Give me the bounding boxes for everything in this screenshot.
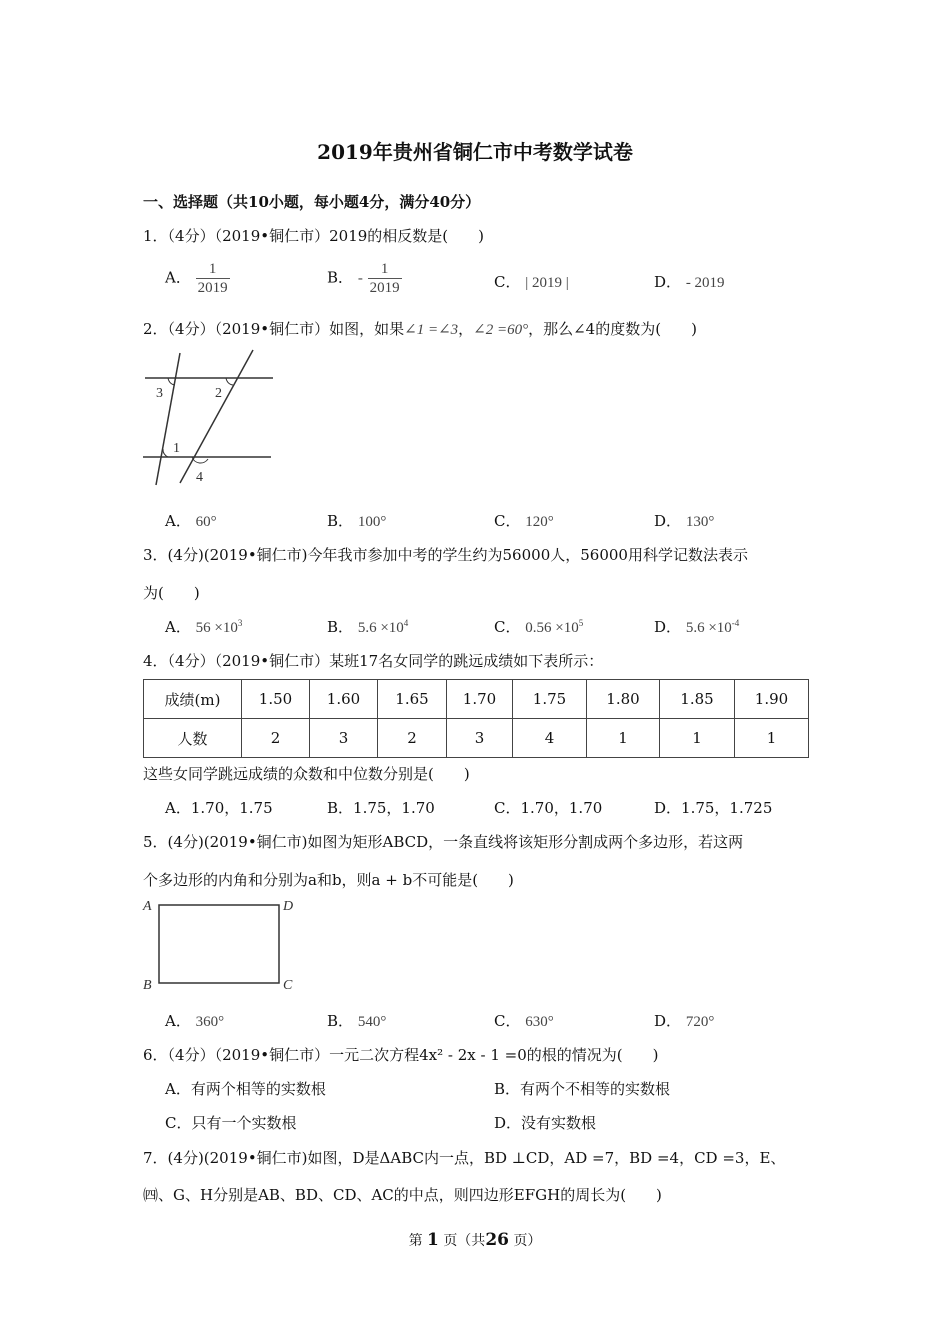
page-footer [0,1230,950,1250]
option-value: 130° [685,514,715,530]
option-value: 100° [357,514,387,530]
option-label: B． [327,799,354,817]
option-value: | 2019 | [525,275,569,291]
option-label: B． [327,1012,354,1030]
q6-option-b[interactable] [494,1078,670,1099]
angle-label: 2 [215,386,222,401]
table-cell: 3 [310,719,378,758]
separator: ， [458,320,474,338]
q2-option-b[interactable] [327,510,386,531]
q6-option-a[interactable] [165,1078,326,1099]
table-row-header: 成绩(m) [144,680,242,719]
option-value: 56 ×10 [195,620,238,636]
option-label: A． [165,512,191,530]
question-7-stem-cont: ㈣、G、H分别是AB、BD、CD、AC的中点，则四边形EFGH的周长为( ) [143,1186,662,1204]
rectangle [159,905,279,983]
q4-option-c[interactable] [494,797,602,818]
denominator: 2019 [369,280,400,296]
q2-option-c[interactable] [494,510,554,531]
option-value: 630° [525,1014,554,1030]
angle-1-arc [163,449,168,457]
option-label: C． [494,512,521,530]
option-value: 没有实数根 [521,1114,597,1132]
question-4-followup: 这些女同学跳远成绩的众数和中位数分别是( ) [143,765,470,783]
q2-option-a[interactable] [165,510,217,531]
question-6-stem: 6．（4分）（2019•铜仁市）一元二次方程4x² - 2x - 1 =0的根的情况为( ) [143,1046,659,1064]
table-cell: 1.70 [447,680,513,719]
vertex-label: C [283,978,293,993]
exponent: -4 [731,618,740,628]
q3-option-a[interactable] [165,616,242,637]
table-cell: 3 [447,719,513,758]
q1-option-b[interactable] [327,260,402,297]
question-2-stem [143,318,697,339]
option-label: C． [494,273,521,291]
option-value: 1.75，1.70 [353,799,435,817]
footer-suffix: 页） [513,1233,542,1249]
fraction [368,260,402,297]
condition-2: ∠2 =60° [473,322,529,338]
q1-option-c[interactable] [494,271,569,292]
option-value: 120° [525,514,554,530]
question-5-stem: 5．(4分)(2019•铜仁市)如图为矩形ABCD，一条直线将该矩形分割成两个多边形，若这两 [143,833,744,851]
angle-label: 3 [156,386,163,401]
q4-option-b[interactable] [327,797,435,818]
option-label: C． [494,1012,521,1030]
total-pages: 26 [485,1230,509,1250]
minus-sign: - [357,270,363,287]
q6-option-d[interactable] [494,1112,596,1133]
question-1-stem: 1．（4分）（2019•铜仁市）2019的相反数是( ) [143,227,484,245]
option-value: 1.70，1.70 [520,799,603,817]
question-4-stem: 4．（4分）（2019•铜仁市）某班17名女同学的跳远成绩如下表所示： [143,652,604,670]
option-value: 720° [685,1014,715,1030]
option-value: 有两个不相等的实数根 [520,1080,671,1098]
option-value: 5.6 ×10 [685,620,732,636]
option-label: B． [327,512,354,530]
footer-middle: 页（共 [443,1233,486,1249]
current-page-number: 1 [427,1230,439,1250]
angle-2-arc [226,378,233,385]
q1-option-d[interactable] [654,271,725,292]
q5-option-d[interactable] [654,1010,714,1031]
vertex-label: A [143,899,152,914]
left-transversal [156,353,180,485]
question-3-stem-cont: 为( ) [143,584,200,602]
table-cell: 2 [378,719,447,758]
q4-option-a[interactable] [165,797,273,818]
option-value: 360° [195,1014,225,1030]
table-cell: 1 [660,719,735,758]
option-label: D． [654,618,682,636]
q4-option-d[interactable] [654,797,772,818]
q5-option-c[interactable] [494,1010,554,1031]
q3-option-c[interactable] [494,616,583,637]
table-cell: 4 [513,719,587,758]
table-cell: 1 [587,719,660,758]
option-value: 0.56 ×10 [525,620,579,636]
option-label: A． [165,1080,191,1098]
table-cell: 1.85 [660,680,735,719]
stem-text: 2．（4分）（2019•铜仁市）如图，如果 [143,320,405,338]
table-cell: 1.80 [587,680,660,719]
option-label: C． [494,799,521,817]
q5-option-b[interactable] [327,1010,386,1031]
vertex-label: D [283,899,294,914]
option-label: D． [654,273,682,291]
table-cell: 1.60 [310,680,378,719]
option-label: B． [494,1080,521,1098]
q3-option-d[interactable] [654,616,739,637]
q3-option-b[interactable] [327,616,408,637]
option-label: D． [494,1114,522,1132]
vertex-label: B [143,978,152,993]
option-label: D． [654,799,682,817]
exponent: 3 [237,618,243,628]
option-value: 5.6 ×10 [357,620,404,636]
option-label: B． [327,618,354,636]
option-value: 有两个相等的实数根 [190,1080,326,1098]
parallel-lines-figure [140,345,280,490]
table-row-header: 人数 [144,719,242,758]
angle-label: 1 [173,441,180,456]
right-transversal [180,350,253,483]
question-5-stem-cont: 个多边形的内角和分别为a和b，则a + b不可能是( ) [143,871,514,889]
table-row [144,680,809,719]
option-label: B． [327,268,354,287]
table-cell: 1.90 [735,680,809,719]
option-value: 1.70，1.75 [190,799,273,817]
exponent: 4 [403,618,409,628]
table-row [144,719,809,758]
score-table [143,679,809,758]
option-value: 1.75，1.725 [681,799,773,817]
option-label: A． [165,799,191,817]
condition-1: ∠1 =∠3 [404,322,459,338]
numerator: 1 [368,260,402,279]
option-value: 60° [195,514,217,530]
option-value: - 2019 [685,275,725,291]
option-value: 只有一个实数根 [191,1114,297,1132]
table-cell: 1.65 [378,680,447,719]
table-cell: 1.75 [513,680,587,719]
option-value: 540° [357,1014,387,1030]
q6-option-c[interactable] [165,1112,297,1133]
option-label: D． [654,1012,682,1030]
question-3-stem: 3．(4分)(2019•铜仁市)今年我市参加中考的学生约为56000人，56000用科学记数法表示 [143,546,748,564]
option-label: C． [494,618,521,636]
option-label: D． [654,512,682,530]
q1-option-a[interactable] [165,260,230,297]
denominator: 2019 [197,280,228,296]
rectangle-abcd-figure [140,893,300,998]
table-cell: 1.50 [242,680,310,719]
option-label: C． [165,1114,192,1132]
fraction [196,260,230,297]
stem-text-end: ，那么∠4的度数为( ) [528,320,697,338]
angle-label: 4 [196,470,203,485]
option-label: A． [165,1012,191,1030]
numerator: 1 [196,260,230,279]
option-label: A． [165,618,191,636]
q2-option-d[interactable] [654,510,714,531]
page-title: 2019年贵州省铜仁市中考数学试卷 [317,140,633,164]
q5-option-a[interactable] [165,1010,224,1031]
exponent: 5 [578,618,584,628]
table-cell: 1 [735,719,809,758]
section-heading: 一、选择题（共10小题，每小题4分，满分40分） [143,193,481,211]
question-7-stem: 7．(4分)(2019•铜仁市)如图，D是ΔABC内一点，BD ⊥CD，AD =7，BD =4，CD =3，E、 [143,1149,786,1167]
footer-prefix: 第 [408,1233,423,1249]
option-label: A． [165,268,191,287]
table-cell: 2 [242,719,310,758]
